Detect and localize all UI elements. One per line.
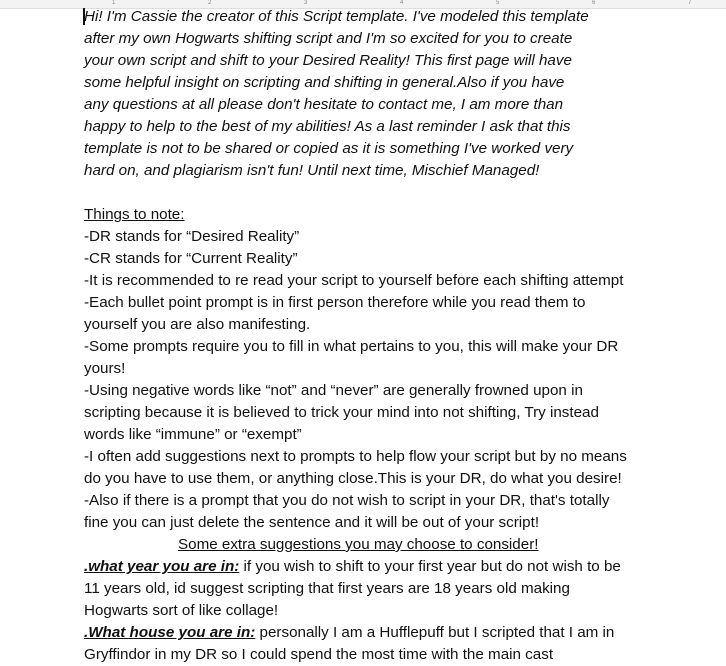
note-line: -Also if there is a prompt that you do not wish to script in your DR, that's totally — [84, 492, 610, 509]
year-suggestion — [84, 556, 704, 622]
house-label: .What house you are in: — [84, 624, 256, 641]
house-line: Gryffindor in my DR so I could spend the most time with the main cast — [84, 646, 554, 663]
ruler-mark: 2 — [208, 0, 212, 6]
ruler-mark: 4 — [400, 0, 404, 6]
note-line: yourself you are also manifesting. — [84, 316, 311, 333]
ruler-mark: 7 — [688, 0, 692, 6]
intro-line: happy to help to the best of my abilities! As a last reminder I ask that this — [84, 118, 571, 135]
intro-line: some helpful insight on scripting and shifting in general.Also if you have — [84, 74, 565, 91]
note-line: -CR stands for “Current Reality” — [84, 250, 298, 267]
ruler-mark: 5 — [496, 0, 500, 6]
house-text: personally I am a Hufflepuff but I scripted that I am in — [255, 624, 615, 641]
note-line: yours! — [84, 360, 126, 377]
note-line: -Each bullet point prompt is in first person therefore while you read them to — [84, 294, 586, 311]
intro-line: your own script and shift to your Desired Reality! This first page will have — [84, 52, 572, 69]
intro-paragraph — [84, 6, 704, 182]
extra-suggestions-heading: Some extra suggestions you may choose to consider! — [178, 536, 539, 553]
intro-line: any questions at all please don't hesitate to contact me, I am more than — [84, 96, 564, 113]
house-suggestion — [84, 622, 704, 666]
house-line — [84, 622, 704, 644]
intro-line: hard on, and plagiarism isn't fun! Until next time, Mischief Managed! — [84, 162, 540, 179]
note-line: -DR stands for “Desired Reality” — [84, 228, 300, 245]
year-line: 11 years old, id suggest scripting that first years are 18 years old making — [84, 580, 570, 597]
note-line: fine you can just delete the sentence and it will be out of your script! — [84, 514, 540, 531]
note-line: do you have to use them, or anything close.This is your DR, do what you desire! — [84, 470, 622, 487]
note-line: words like “immune” or “exempt” — [84, 426, 302, 443]
note-line: scripting because it is believed to trick your mind into not shifting, Try instead — [84, 404, 599, 421]
blank-line — [84, 182, 704, 204]
intro-line: after my own Hogwarts shifting script and I'm so excited for you to create — [84, 30, 573, 47]
intro-line: template is not to be shared or copied as it is something I've worked very — [84, 140, 574, 157]
year-text: if you wish to shift to your first year but do not wish to be — [239, 558, 621, 575]
note-line: -Some prompts require you to fill in what pertains to you, this will make your DR — [84, 338, 619, 355]
ruler-mark: 1 — [112, 0, 116, 6]
ruler-mark: 3 — [304, 0, 308, 6]
note-line: -It is recommended to re read your script to yourself before each shifting attempt — [84, 272, 624, 289]
year-line — [84, 556, 704, 578]
note-line: -I often add suggestions next to prompts to help flow your script but by no means — [84, 448, 627, 465]
notes-list — [84, 226, 704, 534]
document-body[interactable] — [84, 6, 704, 666]
things-to-note-heading: Things to note: — [84, 206, 185, 223]
intro-line: Hi! I'm Cassie the creator of this Script template. I've modeled this template — [84, 8, 589, 25]
year-label: .what year you are in: — [84, 558, 240, 575]
ruler-mark: 6 — [592, 0, 596, 6]
year-line: Hogwarts sort of like collage! — [84, 602, 279, 619]
note-line: -Using negative words like “not” and “never” are generally frowned upon in — [84, 382, 583, 399]
